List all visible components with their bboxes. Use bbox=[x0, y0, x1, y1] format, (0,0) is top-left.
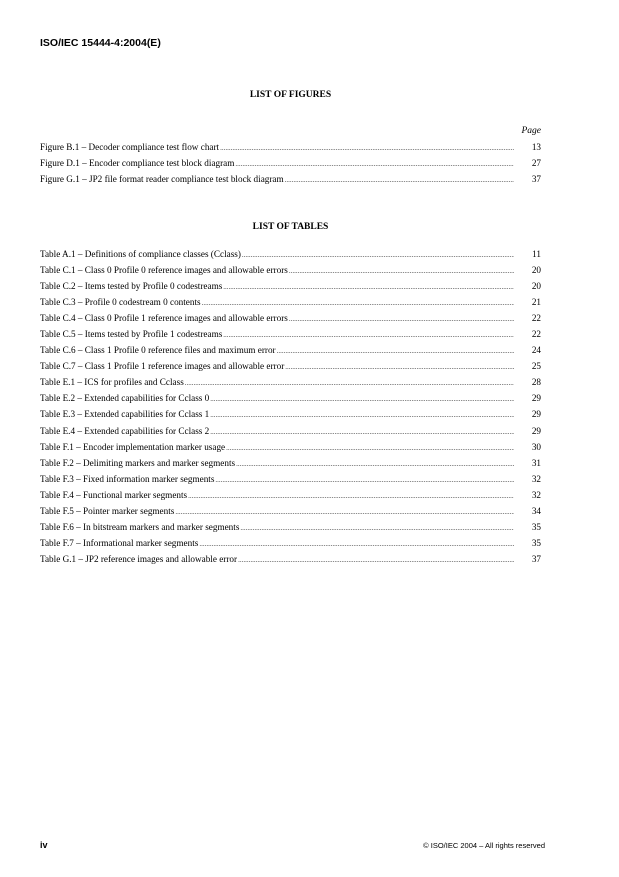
toc-entry-title: Table F.1 – Encoder implementation marker usage bbox=[40, 441, 226, 452]
dot-leader bbox=[185, 374, 514, 390]
dot-leader bbox=[223, 278, 514, 294]
toc-entry-title: Table F.4 – Functional marker segments bbox=[40, 489, 188, 500]
toc-entry-page: 24 bbox=[531, 345, 541, 356]
toc-entry-title: Table E.3 – Extended capabilities for Cclass 1 bbox=[40, 409, 210, 420]
dot-leader bbox=[289, 310, 514, 326]
dot-leader bbox=[240, 519, 514, 535]
toc-entry-title: Table C.3 – Profile 0 codestream 0 contents bbox=[40, 297, 201, 308]
dot-leader bbox=[242, 246, 514, 262]
toc-entry-page: 29 bbox=[531, 425, 541, 436]
toc-entry-title: Table F.5 – Pointer marker segments bbox=[40, 505, 175, 516]
toc-entry-page: 35 bbox=[531, 521, 541, 532]
toc-entry-title: Table C.6 – Class 1 Profile 0 reference files and maximum error bbox=[40, 345, 276, 356]
table-entry[interactable] bbox=[40, 503, 541, 519]
page-number: iv bbox=[40, 840, 48, 850]
toc-entry-page: 20 bbox=[531, 281, 541, 292]
dot-leader bbox=[210, 406, 514, 422]
table-entry[interactable] bbox=[40, 278, 541, 294]
list-of-figures-title: LIST OF FIGURES bbox=[249, 90, 332, 100]
toc-entry-page: 22 bbox=[531, 329, 541, 340]
table-entry[interactable] bbox=[40, 439, 541, 455]
dot-leader bbox=[226, 439, 514, 455]
toc-entry-page: 35 bbox=[531, 537, 541, 548]
table-entry[interactable] bbox=[40, 326, 541, 342]
dot-leader bbox=[175, 503, 514, 519]
table-entry[interactable] bbox=[40, 519, 541, 535]
toc-entry-title: Table C.4 – Class 0 Profile 1 reference images and allowable errors bbox=[40, 313, 288, 324]
toc-entry-title: Table C.7 – Class 1 Profile 1 reference images and allowable error bbox=[40, 361, 285, 372]
figure-entry[interactable] bbox=[40, 139, 541, 155]
toc-entry-title: Table E.2 – Extended capabilities for Cclass 0 bbox=[40, 393, 210, 404]
toc-entry-title: Table C.2 – Items tested by Profile 0 codestreams bbox=[40, 281, 223, 292]
table-entry[interactable] bbox=[40, 423, 541, 439]
dot-leader bbox=[210, 390, 514, 406]
table-entry[interactable] bbox=[40, 262, 541, 278]
toc-entry-page: 11 bbox=[532, 249, 541, 259]
toc-entry-page: 34 bbox=[531, 505, 541, 516]
table-entry[interactable] bbox=[40, 471, 541, 487]
toc-entry-page: 28 bbox=[531, 377, 541, 388]
toc-entry-page: 29 bbox=[531, 393, 541, 404]
table-entry[interactable] bbox=[40, 310, 541, 326]
toc-entry-title: Table F.2 – Delimiting markers and marker segments bbox=[40, 457, 236, 468]
toc-entry-title: Table C.1 – Class 0 Profile 0 reference images and allowable errors bbox=[40, 265, 288, 276]
toc-entry-page: 20 bbox=[531, 265, 541, 276]
dot-leader bbox=[210, 423, 514, 439]
toc-entry-title: Figure G.1 – JP2 file format reader compliance test block diagram bbox=[40, 174, 284, 185]
dot-leader bbox=[215, 471, 514, 487]
toc-entry-page: 13 bbox=[531, 142, 541, 152]
toc-entry-title: Table C.5 – Items tested by Profile 1 codestreams bbox=[40, 329, 223, 340]
dot-leader bbox=[235, 155, 514, 171]
toc-entry-page: 37 bbox=[531, 174, 541, 185]
dot-leader bbox=[202, 294, 514, 310]
page-column-label: Page bbox=[521, 126, 541, 136]
table-entry[interactable] bbox=[40, 406, 541, 422]
toc-entry-page: 32 bbox=[531, 489, 541, 500]
table-entry[interactable] bbox=[40, 551, 541, 567]
table-entry[interactable] bbox=[40, 535, 541, 551]
table-entry[interactable] bbox=[40, 294, 541, 310]
toc-entry-title: Table E.1 – ICS for profiles and Cclass bbox=[40, 377, 184, 388]
toc-entry-title: Figure D.1 – Encoder compliance test block diagram bbox=[40, 158, 235, 169]
dot-leader bbox=[220, 139, 514, 155]
dot-leader bbox=[285, 171, 514, 187]
toc-entry-title: Table E.4 – Extended capabilities for Cclass 2 bbox=[40, 425, 210, 436]
toc-entry-title: Figure B.1 – Decoder compliance test flow chart bbox=[40, 142, 220, 152]
dot-leader bbox=[236, 455, 514, 471]
table-entry[interactable] bbox=[40, 390, 541, 406]
figure-entry[interactable] bbox=[40, 171, 541, 187]
figure-entry[interactable] bbox=[40, 155, 541, 171]
toc-entry-page: 32 bbox=[531, 473, 541, 484]
dot-leader bbox=[238, 551, 514, 567]
dot-leader bbox=[277, 342, 514, 358]
table-entry[interactable] bbox=[40, 358, 541, 374]
table-entry[interactable] bbox=[40, 374, 541, 390]
toc-entry-page: 25 bbox=[531, 361, 541, 372]
table-entry[interactable] bbox=[40, 487, 541, 503]
dot-leader bbox=[289, 262, 514, 278]
table-entry[interactable] bbox=[40, 246, 541, 262]
dot-leader bbox=[199, 535, 514, 551]
toc-entry-page: 29 bbox=[531, 409, 541, 420]
toc-entry-page: 21 bbox=[531, 297, 541, 308]
document-header: ISO/IEC 15444-4:2004(E) bbox=[40, 37, 161, 49]
dot-leader bbox=[223, 326, 514, 342]
figures-list bbox=[40, 139, 541, 187]
toc-entry-page: 30 bbox=[531, 441, 541, 452]
table-entry[interactable] bbox=[40, 342, 541, 358]
toc-entry-page: 27 bbox=[531, 158, 541, 169]
table-entry[interactable] bbox=[40, 455, 541, 471]
toc-entry-title: Table F.6 – In bitstream markers and marker segments bbox=[40, 521, 240, 532]
toc-entry-title: Table A.1 – Definitions of compliance classes (Cclass) bbox=[40, 249, 241, 259]
toc-entry-title: Table F.3 – Fixed information marker segments bbox=[40, 473, 215, 484]
toc-entry-page: 22 bbox=[531, 313, 541, 324]
dot-leader bbox=[285, 358, 514, 374]
copyright-notice: © ISO/IEC 2004 – All rights reserved bbox=[423, 841, 545, 850]
toc-entry-page: 31 bbox=[531, 457, 541, 468]
tables-list bbox=[40, 246, 541, 567]
toc-entry-title: Table F.7 – Informational marker segments bbox=[40, 537, 199, 548]
toc-entry-page: 37 bbox=[531, 553, 541, 564]
dot-leader bbox=[188, 487, 514, 503]
toc-entry-title: Table G.1 – JP2 reference images and allowable error bbox=[40, 553, 238, 564]
list-of-tables-title: LIST OF TABLES bbox=[252, 222, 329, 232]
